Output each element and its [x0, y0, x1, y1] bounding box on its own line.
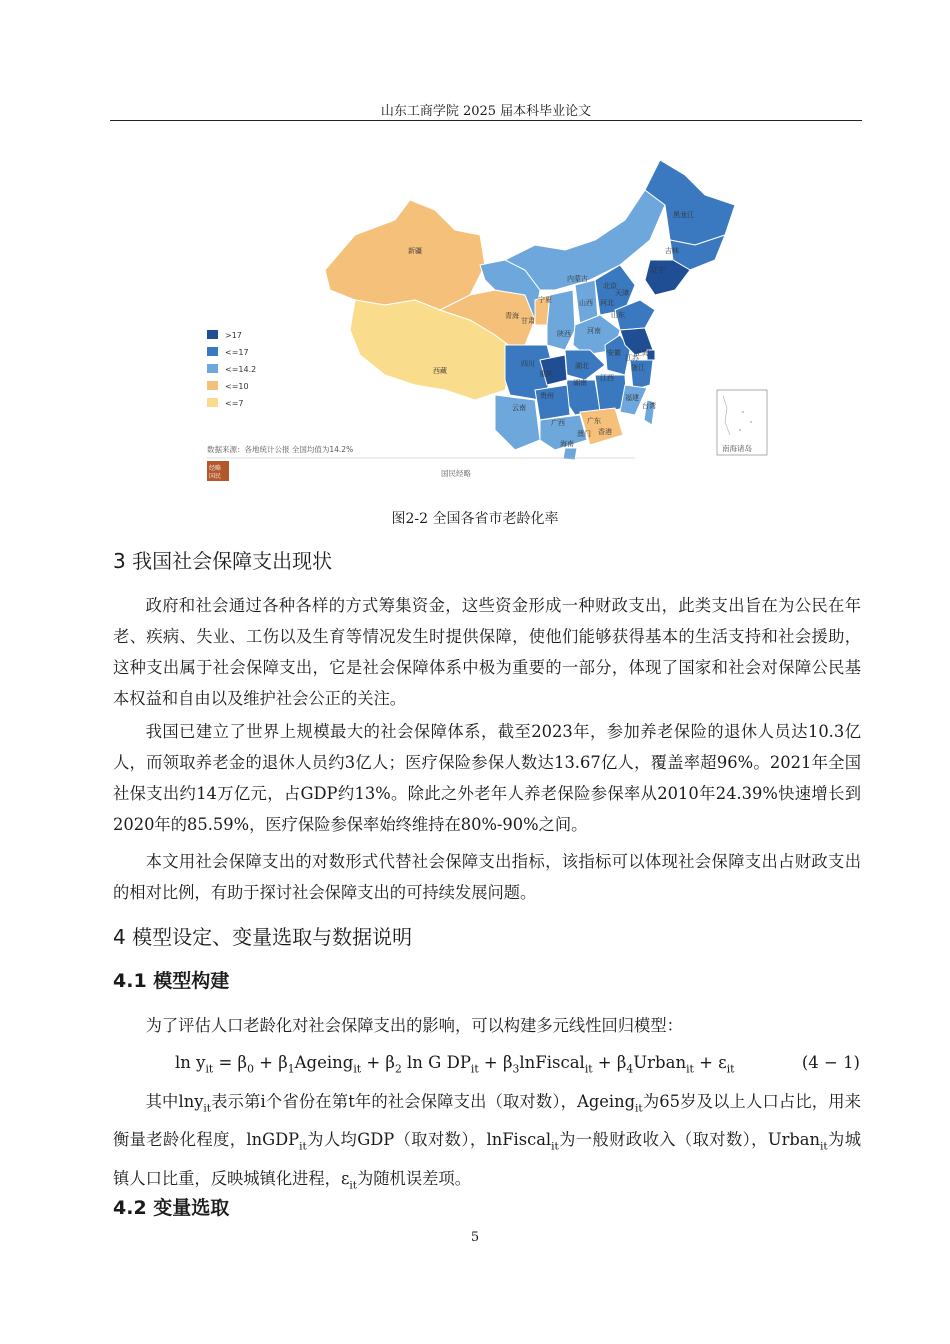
label-hunan: 湖南	[573, 379, 587, 387]
legend-label-4: <=10	[225, 382, 249, 391]
label-qinghai: 青海	[505, 312, 519, 320]
section-3-paragraph-3: 本文用社会保障支出的对数形式代替社会保障支出指标，该指标可以体现社会保障支出占财政支出的相对比例，有助于探讨社会保障支出的可持续发展问题。	[113, 852, 861, 902]
label-jilin: 吉林	[665, 247, 679, 255]
legend-label-5: <=7	[225, 399, 244, 408]
inset-label: 南海诸岛	[722, 444, 752, 453]
equation-number: (4 − 1)	[801, 1053, 860, 1072]
label-jiangsu: 江苏	[625, 354, 639, 362]
label-zhejiang: 浙江	[631, 364, 645, 372]
figure-caption: 图2-2 全国各省市老龄化率	[391, 511, 559, 527]
province-guizhou	[535, 385, 570, 420]
section-3-paragraph-2: 我国已建立了世界上规模最大的社会保障体系，截至2023年，参加养老保险的退休人员达10.3亿人，而领取养老金的退休人员约3亿人；医疗保险参保人数达13.67亿人，覆盖率超96%。2021年全国社保支出约14万亿元，占GDP约13%。除此之外老年人养老保险参保率从2010年24.39%快速增长到2020年的85.59%，医疗保险参保率始终维持在80%-90%之间。	[113, 722, 861, 834]
label-fujian: 福建	[625, 394, 639, 402]
legend-label-2: <=17	[225, 348, 249, 357]
label-shanghai: 上海	[635, 349, 649, 357]
label-henan: 河南	[587, 327, 601, 335]
label-gansu: 甘肃	[521, 317, 535, 325]
legend-label-3: <=14.2	[225, 365, 257, 374]
label-tibet: 西藏	[433, 367, 447, 375]
model-intro: 为了评估人口老龄化对社会保障支出的影响，可以构建多元线性回归模型：	[145, 1016, 683, 1035]
label-heilongjiang: 黑龙江	[673, 211, 694, 219]
label-hongkong: 香港	[598, 428, 612, 436]
variable-explanation: 其中lny$_{it}$表示第i个省份在第t年的社会保障支出（取对数），Ageing$_{it}$为65岁及以上人口占比，用来衡量老龄化程度，lnGDP$_{it}$为人均GDP（取对数），lnFiscal$_{it}$为一般财政收入（取对数），Urban$_{it}$为城镇人口比重，反映城镇化进程，$\varepsilon_{it}$为随机误差项。	[113, 1092, 861, 1191]
label-tianjin: 天津	[615, 289, 629, 297]
legend-label-1: >17	[225, 331, 242, 340]
south-china-sea-inset	[717, 390, 767, 455]
label-guangxi: 广西	[551, 419, 565, 427]
label-yunnan: 云南	[512, 404, 526, 412]
label-hainan: 海南	[560, 440, 574, 448]
label-beijing: 北京	[603, 282, 617, 290]
section-4-1-heading: 4.1 模型构建	[113, 970, 230, 992]
label-sichuan: 四川	[521, 360, 535, 368]
svg-text:经略: 经略	[209, 465, 222, 472]
label-shaanxi: 陕西	[557, 330, 571, 338]
label-anhui: 安徽	[607, 349, 621, 357]
label-ningxia: 宁夏	[538, 296, 552, 304]
label-macau: 澳门	[577, 430, 591, 438]
label-xinjiang: 新疆	[408, 247, 422, 255]
svg-text:国民: 国民	[209, 473, 222, 480]
page-header	[110, 100, 862, 121]
label-chongqing: 重庆	[539, 370, 553, 378]
label-hubei: 湖北	[575, 362, 589, 370]
label-taiwan: 台湾	[642, 402, 656, 410]
section-4-heading: 4 模型设定、变量选取与数据说明	[113, 925, 413, 949]
source-note: 数据来源：各地统计公报 全国均值为14.2%	[207, 445, 354, 454]
page-number: 5	[470, 1230, 480, 1245]
label-guizhou: 贵州	[540, 392, 554, 400]
label-guangdong: 广东	[587, 417, 601, 425]
label-hebei: 河北	[600, 299, 614, 307]
section-3-heading: 3 我国社会保障支出现状	[113, 549, 333, 573]
label-shandong: 山东	[611, 311, 625, 319]
regression-equation	[175, 1053, 860, 1081]
section-3-paragraph-1: 政府和社会通过各种各样的方式筹集资金，这些资金形成一种财政支出，此类支出旨在为公民在年老、疾病、失业、工伤以及生育等情况发生时提供保障，使他们能够获得基本的生活支持和社会援助，这种支出属于社会保障支出，它是社会保障体系中极为重要的一部分，体现了国家和社会对保障公民基本权益和自由以及维护社会公正的关注。	[113, 596, 861, 708]
label-jiangxi: 江西	[600, 374, 614, 382]
header-title: 山东工商学院 2025 届本科毕业论文	[380, 104, 592, 119]
brand-text: 国民经略	[441, 469, 471, 478]
label-shanxi: 山西	[579, 299, 593, 307]
label-liaoning: 辽宁	[651, 266, 665, 274]
equation-body: $\ln y_{it} = \beta_0$ + $\beta_1Ageing_{it} + \beta_2$ ln G $DP_{it}$ + $\beta_3lnFiscal_{it}$ + $\beta_4Urban_{it} + \varepsilon_{it}$	[175, 1053, 735, 1076]
aging-rate-map	[195, 150, 785, 485]
section-4-2-heading: 4.2 变量选取	[113, 1197, 230, 1219]
label-inner-mongolia: 内蒙古	[567, 275, 588, 283]
seal-logo	[207, 461, 229, 481]
